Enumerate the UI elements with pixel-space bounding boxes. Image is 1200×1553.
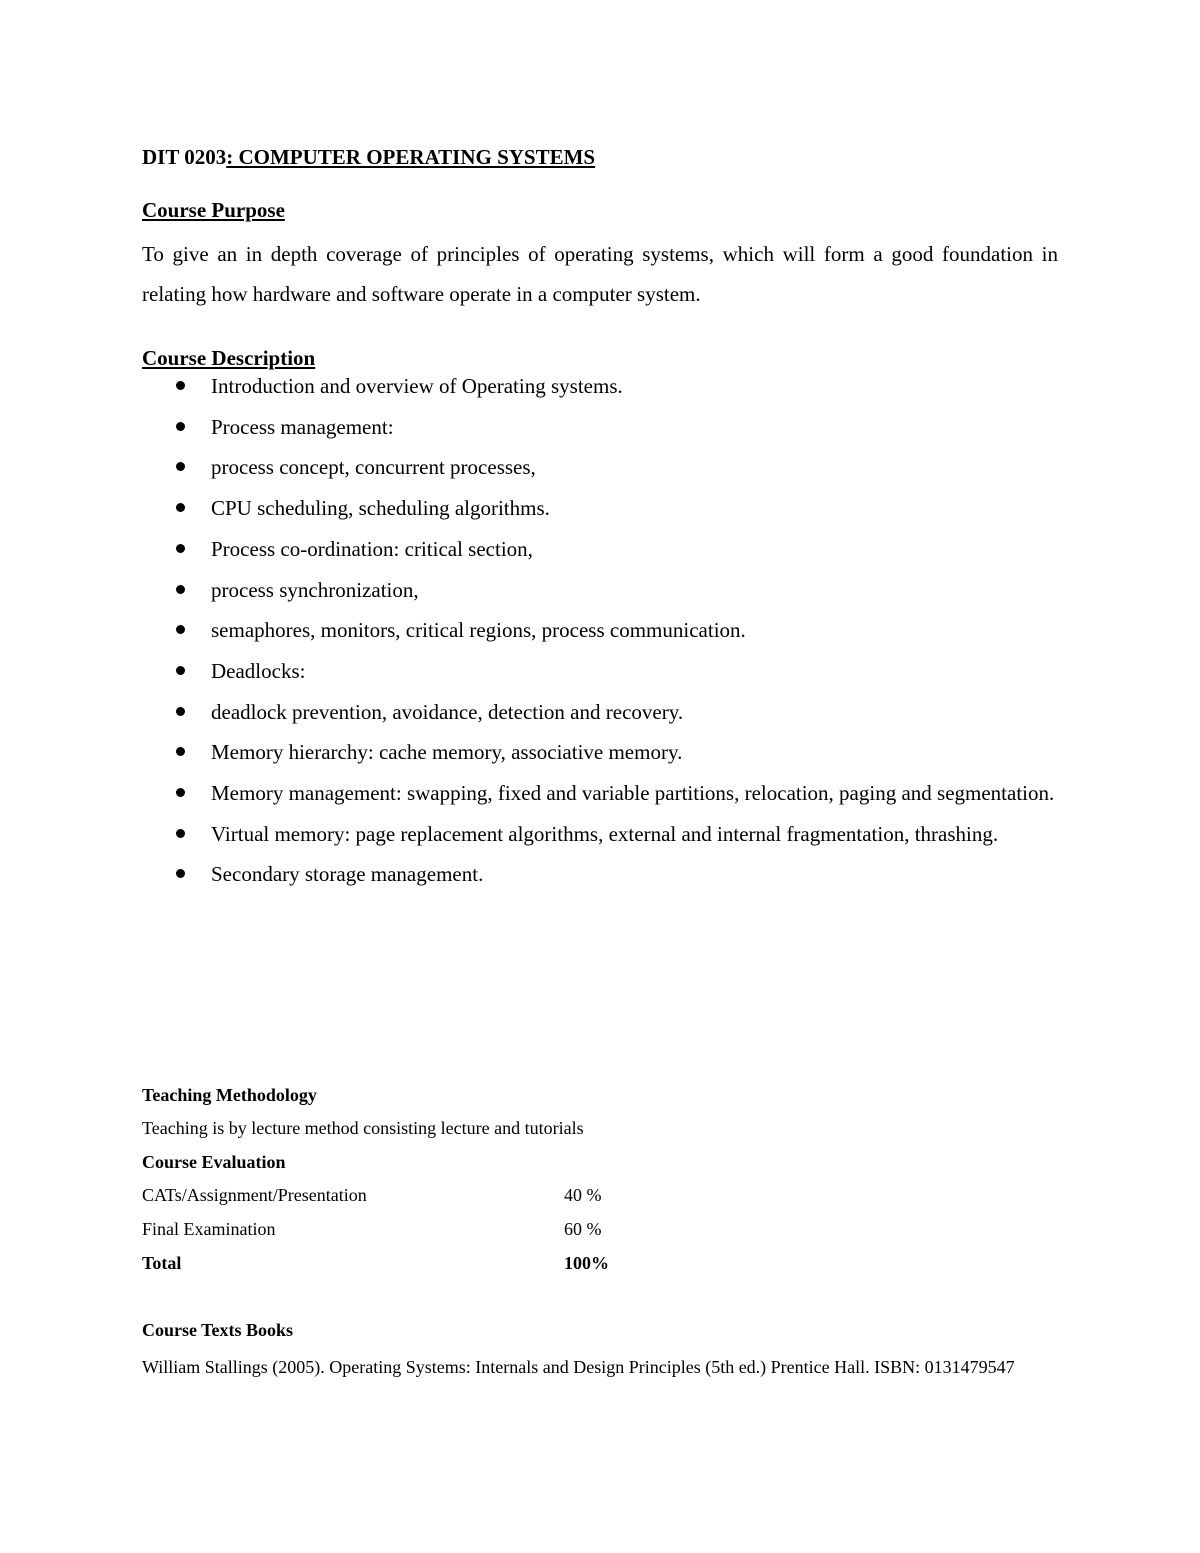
list-item-text: semaphores, monitors, critical regions, process communication. — [211, 618, 746, 643]
list-item — [142, 610, 1058, 651]
list-item — [142, 692, 1058, 733]
list-item-text: Introduction and overview of Operating systems. — [211, 374, 623, 398]
list-item-text: Secondary storage management. — [211, 862, 484, 887]
bullet-icon — [176, 381, 185, 390]
teaching-methodology-heading: Teaching Methodology — [142, 1085, 317, 1105]
bullet-icon — [176, 422, 185, 431]
list-item-text: process synchronization, — [211, 577, 419, 602]
course-purpose-heading: Course Purpose — [142, 198, 285, 222]
list-item-text: Process management: — [211, 414, 394, 439]
bullet-icon — [176, 625, 185, 634]
evaluation-row-label: Final Examination — [142, 1219, 276, 1239]
bullet-icon — [176, 503, 185, 512]
list-item — [142, 732, 1058, 773]
list-item — [142, 773, 1058, 814]
list-item — [142, 447, 1058, 488]
course-purpose-text: To give an in depth coverage of principles of operating systems, which will form a good foundation in relating how hardware and software operate in a computer system. — [142, 242, 1058, 306]
bullet-icon — [176, 869, 185, 878]
list-item-text: Process co-ordination: critical section, — [211, 536, 533, 561]
list-item-text: Deadlocks: — [211, 658, 306, 683]
list-item-text: Memory management: swapping, fixed and variable partitions, relocation, paging and segmentation. — [211, 781, 1055, 806]
bullet-icon — [176, 829, 185, 838]
bullet-icon — [176, 666, 185, 675]
list-item — [142, 854, 1058, 895]
course-description-heading: Course Description — [142, 346, 316, 370]
teaching-methodology-text: Teaching is by lecture method consisting lecture and tutorials — [142, 1118, 584, 1138]
bullet-icon — [176, 585, 185, 594]
course-description-list — [142, 366, 1058, 895]
evaluation-total-label: Total — [142, 1253, 182, 1273]
course-code: DIT 0203 — [142, 145, 227, 169]
bullet-icon — [176, 462, 185, 471]
list-item-text: process concept, concurrent processes, — [211, 455, 536, 480]
list-item — [142, 570, 1058, 611]
course-title — [142, 145, 595, 170]
bullet-icon — [176, 747, 185, 756]
evaluation-row-label: CATs/Assignment/Presentation — [142, 1185, 367, 1205]
evaluation-row-value: 40 % — [564, 1185, 602, 1205]
list-item — [142, 814, 1058, 855]
list-item — [142, 529, 1058, 570]
evaluation-total-value: 100% — [564, 1253, 609, 1273]
evaluation-total-row — [142, 1253, 742, 1277]
evaluation-row — [142, 1219, 742, 1243]
list-item — [142, 366, 1058, 407]
bullet-icon — [176, 707, 185, 716]
bullet-icon — [176, 788, 185, 797]
list-item-text: Memory hierarchy: cache memory, associative memory. — [211, 740, 683, 765]
course-evaluation-heading: Course Evaluation — [142, 1152, 286, 1172]
list-item-text: Virtual memory: page replacement algorithms, external and internal fragmentation, thrashing. — [211, 821, 999, 846]
list-item — [142, 488, 1058, 529]
list-item — [142, 651, 1058, 692]
course-texts-reference: William Stallings (2005). Operating Systems: Internals and Design Principles (5th ed.) Prentice Hall. ISBN: 0131479547 — [142, 1357, 1015, 1377]
list-item — [142, 407, 1058, 448]
course-name: : COMPUTER OPERATING SYSTEMS — [226, 145, 596, 169]
list-item-text: CPU scheduling, scheduling algorithms. — [211, 496, 550, 521]
evaluation-row — [142, 1185, 742, 1209]
evaluation-row-value: 60 % — [564, 1219, 602, 1239]
bullet-icon — [176, 544, 185, 553]
course-texts-heading: Course Texts Books — [142, 1320, 294, 1340]
list-item-text: deadlock prevention, avoidance, detection and recovery. — [211, 699, 684, 724]
